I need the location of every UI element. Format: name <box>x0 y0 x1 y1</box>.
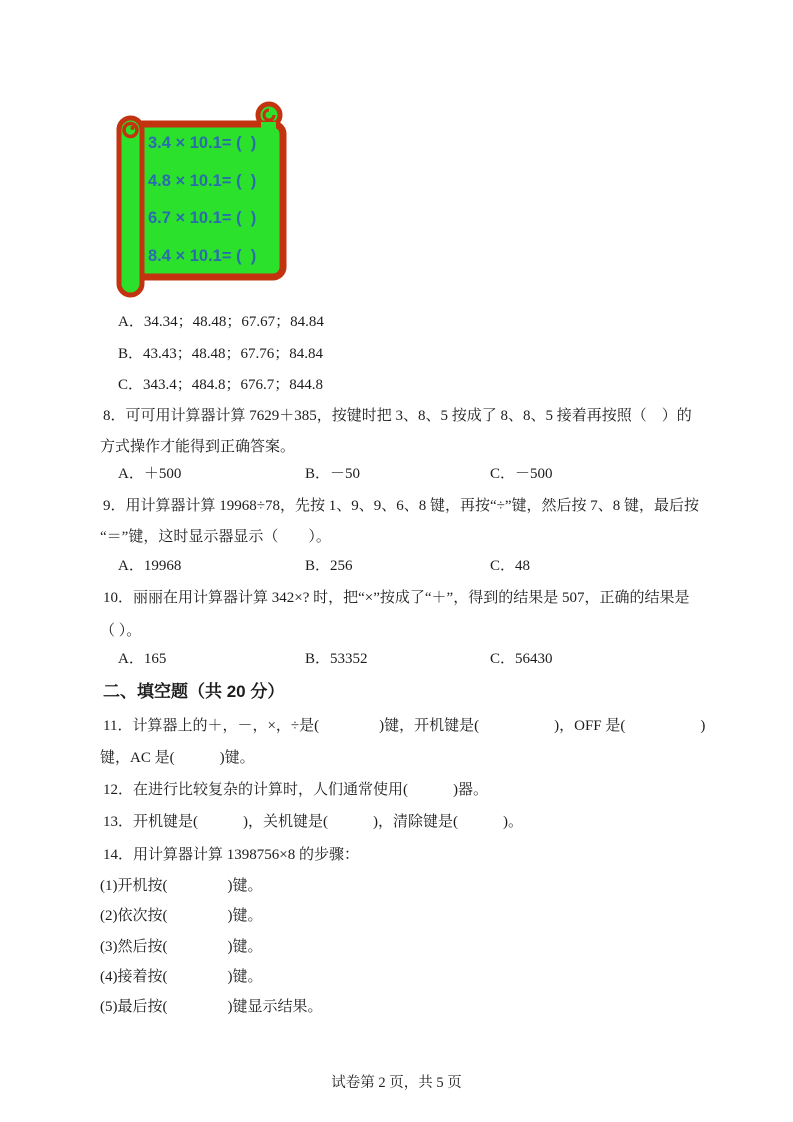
q8-option-a: A．＋500 <box>118 466 182 482</box>
q10-option-b: B．53352 <box>305 651 368 667</box>
scroll-graphic <box>115 100 295 305</box>
q10-line-2: （ ）。 <box>100 623 142 639</box>
q14-line-1: 14．用计算器计算 1398756×8 的步骤： <box>103 847 359 863</box>
q7-option-c: C．343.4；484.8；676.7；844.8 <box>118 377 324 393</box>
q9-option-a: A．19968 <box>118 558 182 574</box>
scroll-notch <box>261 122 276 129</box>
q13-line-1: 13．开机键是( )，关机键是( )，清除键是( )。 <box>103 814 523 830</box>
scroll-roll-spiral <box>124 124 137 137</box>
q9-option-c: C．48 <box>490 558 531 574</box>
q8-option-c: C．－500 <box>490 466 553 482</box>
q8-line-2: 方式操作才能得到正确答案。 <box>100 439 296 455</box>
q7-option-b: B．43.43；48.48；67.76；84.84 <box>118 346 324 362</box>
section-2-title: 二、填空题（共 20 分） <box>103 682 285 701</box>
scroll-banner-figure <box>115 100 295 305</box>
q9-line-2: “＝”键，这时显示器显示（ ）。 <box>100 529 331 545</box>
scroll-left-roll <box>119 118 142 295</box>
q11-line-1: 11．计算器上的＋，－，×，÷是( )键，开机键是( )，OFF 是( ) <box>103 718 706 734</box>
q14-step-4: (4)接着按( )键。 <box>100 969 263 985</box>
q11-line-2: 键，AC 是( )键。 <box>100 750 255 766</box>
q10-option-a: A．165 <box>118 651 167 667</box>
scroll-equation: 4.8 × 10.1= ( ) <box>148 172 257 190</box>
q9-option-b: B．256 <box>305 558 353 574</box>
q12-line-1: 12．在进行比较复杂的计算时，人们通常使用( )器。 <box>103 782 488 798</box>
q9-line-1: 9．用计算器计算 19968÷78，先按 1、9、9、6、8 键，再按“÷”键，然后按 7、8 键，最后按 <box>103 498 700 514</box>
q14-step-2: (2)依次按( )键。 <box>100 908 263 924</box>
q14-step-3: (3)然后按( )键。 <box>100 939 263 955</box>
q14-step-1: (1)开机按( )键。 <box>100 878 263 894</box>
scroll-equation: 6.7 × 10.1= ( ) <box>148 209 257 227</box>
q8-option-b: B．－50 <box>305 466 361 482</box>
scroll-roll-spiral-dot <box>131 126 135 130</box>
q10-option-c: C．56430 <box>490 651 553 667</box>
q14-step-5: (5)最后按( )键显示结果。 <box>100 999 323 1015</box>
page-footer: 试卷第 2 页，共 5 页 <box>331 1075 462 1091</box>
scroll-equation: 8.4 × 10.1= ( ) <box>148 247 257 265</box>
q10-line-1: 10．丽丽在用计算器计算 342×? 时，把“×”按成了“＋”，得到的结果是 507，正确的结果是 <box>103 590 690 606</box>
scroll-equation: 3.4 × 10.1= ( ) <box>148 134 257 152</box>
q8-line-1: 8．可可用计算器计算 7629＋385，按键时把 3、8、5 按成了 8、8、5 接着再按照（ ）的 <box>103 408 692 424</box>
q7-option-a: A．34.34；48.48；67.67；84.84 <box>118 314 324 330</box>
